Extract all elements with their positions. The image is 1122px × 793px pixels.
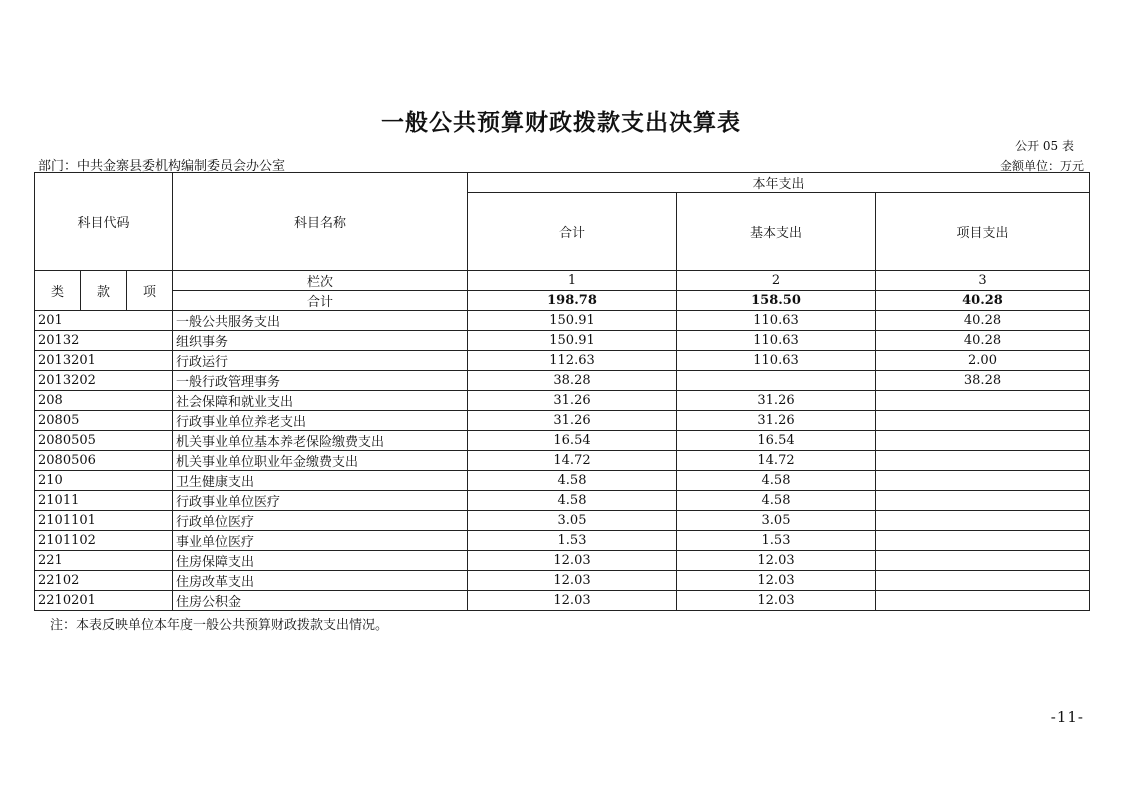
unit-label: 金额单位：万元 [999, 159, 1084, 173]
row-name: 行政事业单位医疗 [173, 491, 468, 511]
row-total: 16.54 [468, 431, 677, 451]
row-basic: 31.26 [677, 391, 876, 411]
row-basic: 110.63 [677, 331, 876, 351]
row-basic: 3.05 [677, 511, 876, 531]
table-row [35, 551, 1090, 571]
row-project: 40.28 [876, 331, 1090, 351]
header-current-year: 本年支出 [468, 173, 1090, 193]
row-code: 2101102 [35, 531, 173, 551]
row-total: 12.03 [468, 551, 677, 571]
row-project: 40.28 [876, 311, 1090, 331]
row-name: 行政单位医疗 [173, 511, 468, 531]
row-name: 住房改革支出 [173, 571, 468, 591]
row-project [876, 471, 1090, 491]
table-row [35, 331, 1090, 351]
row-project [876, 391, 1090, 411]
row-total: 31.26 [468, 411, 677, 431]
table-row [35, 451, 1090, 471]
row-name: 一般公共服务支出 [173, 311, 468, 331]
row-code: 20132 [35, 331, 173, 351]
row-total: 3.05 [468, 511, 677, 531]
table-row [35, 531, 1090, 551]
table-row [35, 351, 1090, 371]
row-basic: 4.58 [677, 491, 876, 511]
row-name: 事业单位医疗 [173, 531, 468, 551]
row-basic: 4.58 [677, 471, 876, 491]
row-code: 2080506 [35, 451, 173, 471]
row-name: 机关事业单位职业年金缴费支出 [173, 451, 468, 471]
row-total: 112.63 [468, 351, 677, 371]
row-code: 221 [35, 551, 173, 571]
row-code: 2013202 [35, 371, 173, 391]
table-row [35, 371, 1090, 391]
row-name: 机关事业单位基本养老保险缴费支出 [173, 431, 468, 451]
total-row-project: 40.28 [876, 291, 1090, 311]
header-col1: 1 [468, 271, 677, 291]
header-xiang: 项 [127, 271, 173, 311]
row-basic: 31.26 [677, 411, 876, 431]
row-code: 201 [35, 311, 173, 331]
row-total: 14.72 [468, 451, 677, 471]
header-col3: 3 [876, 271, 1090, 291]
header-lei: 类 [35, 271, 81, 311]
row-name: 卫生健康支出 [173, 471, 468, 491]
header-basic: 基本支出 [677, 193, 876, 271]
row-code: 210 [35, 471, 173, 491]
row-code: 20805 [35, 411, 173, 431]
expenditure-table [34, 172, 1090, 611]
table-row [35, 491, 1090, 511]
row-project [876, 491, 1090, 511]
header-project: 项目支出 [876, 193, 1090, 271]
header-kuan: 款 [81, 271, 127, 311]
row-total: 12.03 [468, 591, 677, 611]
row-name: 组织事务 [173, 331, 468, 351]
row-name: 住房公积金 [173, 591, 468, 611]
total-row-label: 合计 [173, 291, 468, 311]
row-total: 4.58 [468, 491, 677, 511]
row-code: 2101101 [35, 511, 173, 531]
header-total: 合计 [468, 193, 677, 271]
table-row [35, 511, 1090, 531]
row-code: 22102 [35, 571, 173, 591]
table-row [35, 411, 1090, 431]
department-label: 部门：中共金寨县委机构编制委员会办公室 [38, 159, 286, 174]
row-project: 2.00 [876, 351, 1090, 371]
row-basic: 12.03 [677, 571, 876, 591]
row-project [876, 451, 1090, 471]
row-basic: 14.72 [677, 451, 876, 471]
table-row [35, 591, 1090, 611]
row-basic: 110.63 [677, 311, 876, 331]
row-basic: 110.63 [677, 351, 876, 371]
row-code: 2210201 [35, 591, 173, 611]
footnote: 注：本表反映单位本年度一般公共预算财政拨款支出情况。 [50, 618, 389, 633]
header-col2: 2 [677, 271, 876, 291]
row-name: 住房保障支出 [173, 551, 468, 571]
row-basic: 16.54 [677, 431, 876, 451]
header-subject-code: 科目代码 [35, 173, 173, 271]
row-project [876, 431, 1090, 451]
table-row [35, 471, 1090, 491]
page-title: 一般公共预算财政拨款支出决算表 [381, 110, 741, 136]
row-basic: 12.03 [677, 551, 876, 571]
row-total: 150.91 [468, 311, 677, 331]
row-project [876, 511, 1090, 531]
row-project [876, 571, 1090, 591]
row-project [876, 551, 1090, 571]
form-code: 公开 05 表 [1015, 139, 1074, 153]
table-row [35, 431, 1090, 451]
row-total: 4.58 [468, 471, 677, 491]
row-name: 行政运行 [173, 351, 468, 371]
row-code: 21011 [35, 491, 173, 511]
row-total: 31.26 [468, 391, 677, 411]
total-row-basic: 158.50 [677, 291, 876, 311]
row-basic: 1.53 [677, 531, 876, 551]
row-project: 38.28 [876, 371, 1090, 391]
row-basic: 12.03 [677, 591, 876, 611]
row-total: 38.28 [468, 371, 677, 391]
header-subject-name: 科目名称 [173, 173, 468, 271]
header-column-order: 栏次 [173, 271, 468, 291]
table-row [35, 391, 1090, 411]
row-total: 150.91 [468, 331, 677, 351]
row-code: 2013201 [35, 351, 173, 371]
total-row-total: 198.78 [468, 291, 677, 311]
row-project [876, 531, 1090, 551]
row-code: 2080505 [35, 431, 173, 451]
row-basic [677, 371, 876, 391]
row-name: 一般行政管理事务 [173, 371, 468, 391]
row-total: 12.03 [468, 571, 677, 591]
row-name: 社会保障和就业支出 [173, 391, 468, 411]
table-row [35, 571, 1090, 591]
table-row [35, 311, 1090, 331]
row-code: 208 [35, 391, 173, 411]
page-number: -11- [1050, 708, 1084, 726]
row-total: 1.53 [468, 531, 677, 551]
row-project [876, 411, 1090, 431]
row-name: 行政事业单位养老支出 [173, 411, 468, 431]
row-project [876, 591, 1090, 611]
